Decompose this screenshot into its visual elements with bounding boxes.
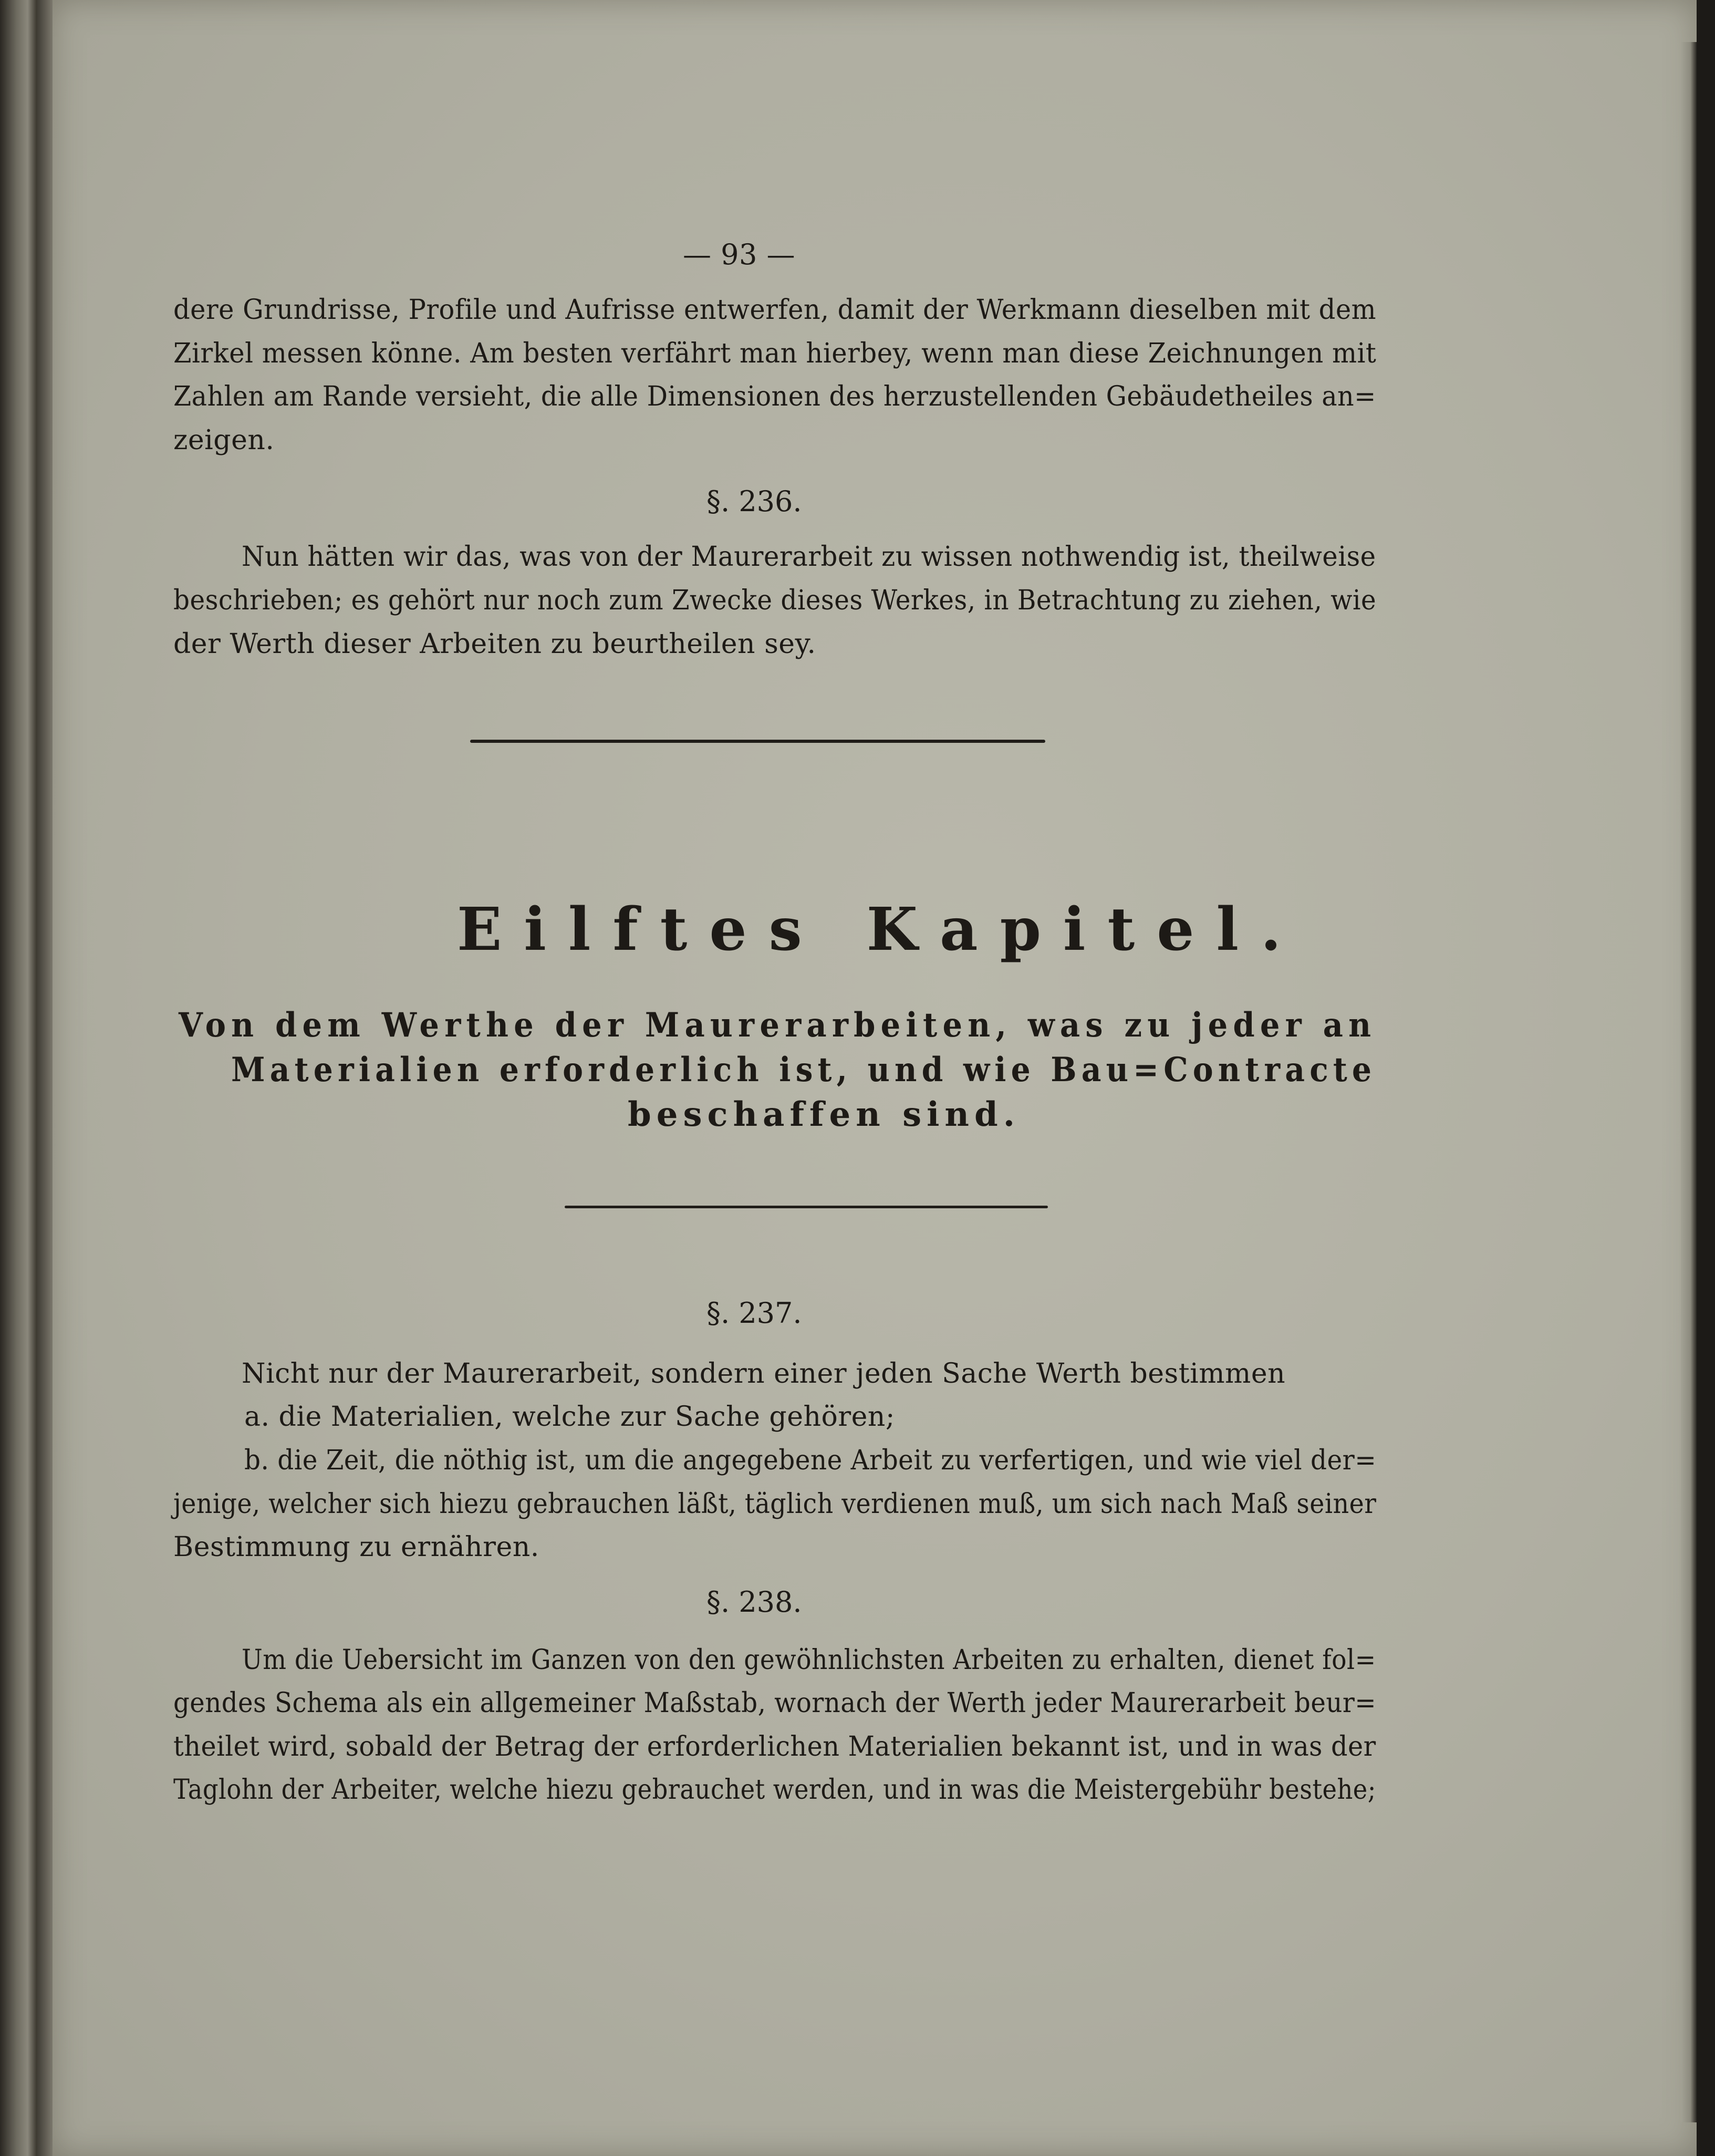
- page-edge: [1681, 42, 1697, 2122]
- paragraph-line: Zirkel messen könne. Am besten verfährt man hierbey, wenn man diese Zeichnungen mit: [173, 338, 1377, 369]
- paragraph-line: Um die Uebersicht im Ganzen von den gewöhnlichsten Arbeiten zu erhalten, dienet fol=: [242, 1644, 1376, 1676]
- chapter-subtitle-line: Von dem Werthe der Maurerarbeiten, was zu jeder an: [179, 1006, 1377, 1045]
- paragraph-line: Nun hätten wir das, was von der Maurerarbeit zu wissen nothwendig ist, theilweise: [242, 541, 1376, 573]
- chapter-subtitle-line: beschaffen sind.: [628, 1095, 1020, 1134]
- previous-page-edge: [0, 0, 37, 2156]
- divider-rule: [470, 740, 1045, 743]
- list-item-b-continuation: Bestimmung zu ernähren.: [173, 1531, 539, 1563]
- chapter-subtitle-line: Materialien erforderlich ist, und wie Bau=Contracte: [231, 1050, 1377, 1090]
- section-mark-238: §. 238.: [706, 1585, 802, 1619]
- section-mark-237: §. 237.: [706, 1297, 802, 1330]
- page-number: — 93 —: [683, 238, 796, 271]
- list-item-b-continuation: jenige, welcher sich hiezu gebrauchen läßt, täglich verdienen muß, um sich nach Maß seiner: [173, 1488, 1377, 1520]
- list-item-b: b. die Zeit, die nöthig ist, um die angegebene Arbeit zu verfertigen, und wie viel der=: [244, 1445, 1377, 1476]
- paragraph-line: Nicht nur der Maurerarbeit, sondern einer jeden Sache Werth bestimmen: [242, 1358, 1286, 1390]
- paragraph-line: Taglohn der Arbeiter, welche hiezu gebrauchet werden, und in was die Meistergebühr bestehe;: [173, 1774, 1376, 1806]
- divider-rule: [565, 1206, 1048, 1208]
- paragraph-line: zeigen.: [173, 424, 275, 456]
- paragraph-line: dere Grundrisse, Profile und Aufrisse entwerfen, damit der Werkmann dieselben mit dem: [173, 294, 1377, 326]
- list-item-a: a. die Materialien, welche zur Sache gehören;: [244, 1401, 895, 1433]
- section-mark-236: §. 236.: [706, 485, 802, 518]
- paragraph-line: der Werth dieser Arbeiten zu beurtheilen sey.: [173, 628, 816, 660]
- paragraph-line: gendes Schema als ein allgemeiner Maßstab, wornach der Werth jeder Maurerarbeit beur=: [173, 1687, 1377, 1719]
- paragraph-line: Zahlen am Rande versieht, die alle Dimensionen des herzustellenden Gebäudetheiles an=: [173, 381, 1376, 412]
- paragraph-line: theilet wird, sobald der Betrag der erforderlichen Materialien bekannt ist, und in was der: [173, 1731, 1376, 1763]
- chapter-title: Eilftes Kapitel.: [457, 895, 1303, 964]
- paragraph-line: beschrieben; es gehört nur noch zum Zwecke dieses Werkes, in Betrachtung zu ziehen, wie: [173, 585, 1377, 616]
